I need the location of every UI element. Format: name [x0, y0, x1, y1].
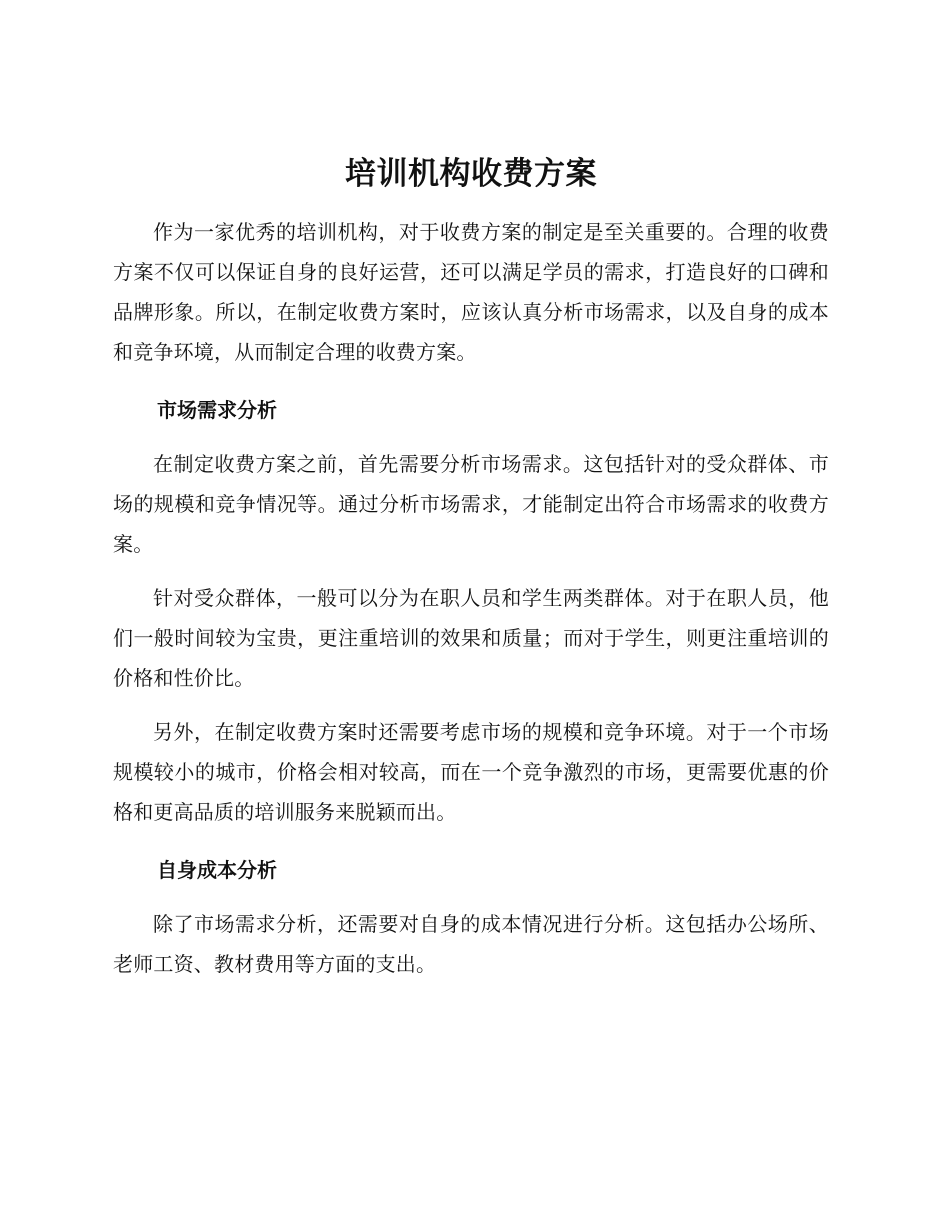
section-heading-market-demand: 市场需求分析 — [157, 398, 277, 422]
document-page — [113, 148, 829, 984]
market-demand-paragraph-3: 另外，在制定收费方案时还需要考虑市场的规模和竞争环境。对于一个市场规模较小的城市，价格会相对较高，而在一个竞争激烈的市场，更需要优惠的价格和更高品质的培训服务来脱颖而出。 — [113, 720, 829, 824]
document-title: 培训机构收费方案 — [345, 156, 597, 192]
cost-analysis-paragraph-1: 除了市场需求分析，还需要对自身的成本情况进行分析。这包括办公场所、老师工资、教材费用等方面的支出。 — [113, 912, 829, 976]
intro-paragraph: 作为一家优秀的培训机构，对于收费方案的制定是至关重要的。合理的收费方案不仅可以保证自身的良好运营，还可以满足学员的需求，打造良好的口碑和品牌形象。所以，在制定收费方案时，应该认真分析市场需求，以及自身的成本和竞争环境，从而制定合理的收费方案。 — [113, 220, 829, 364]
market-demand-paragraph-1: 在制定收费方案之前，首先需要分析市场需求。这包括针对的受众群体、市场的规模和竞争情况等。通过分析市场需求，才能制定出符合市场需求的收费方案。 — [113, 452, 829, 556]
section-heading-cost-analysis: 自身成本分析 — [157, 858, 277, 882]
market-demand-paragraph-2: 针对受众群体，一般可以分为在职人员和学生两类群体。对于在职人员，他们一般时间较为宝贵，更注重培训的效果和质量；而对于学生，则更注重培训的价格和性价比。 — [113, 586, 829, 690]
